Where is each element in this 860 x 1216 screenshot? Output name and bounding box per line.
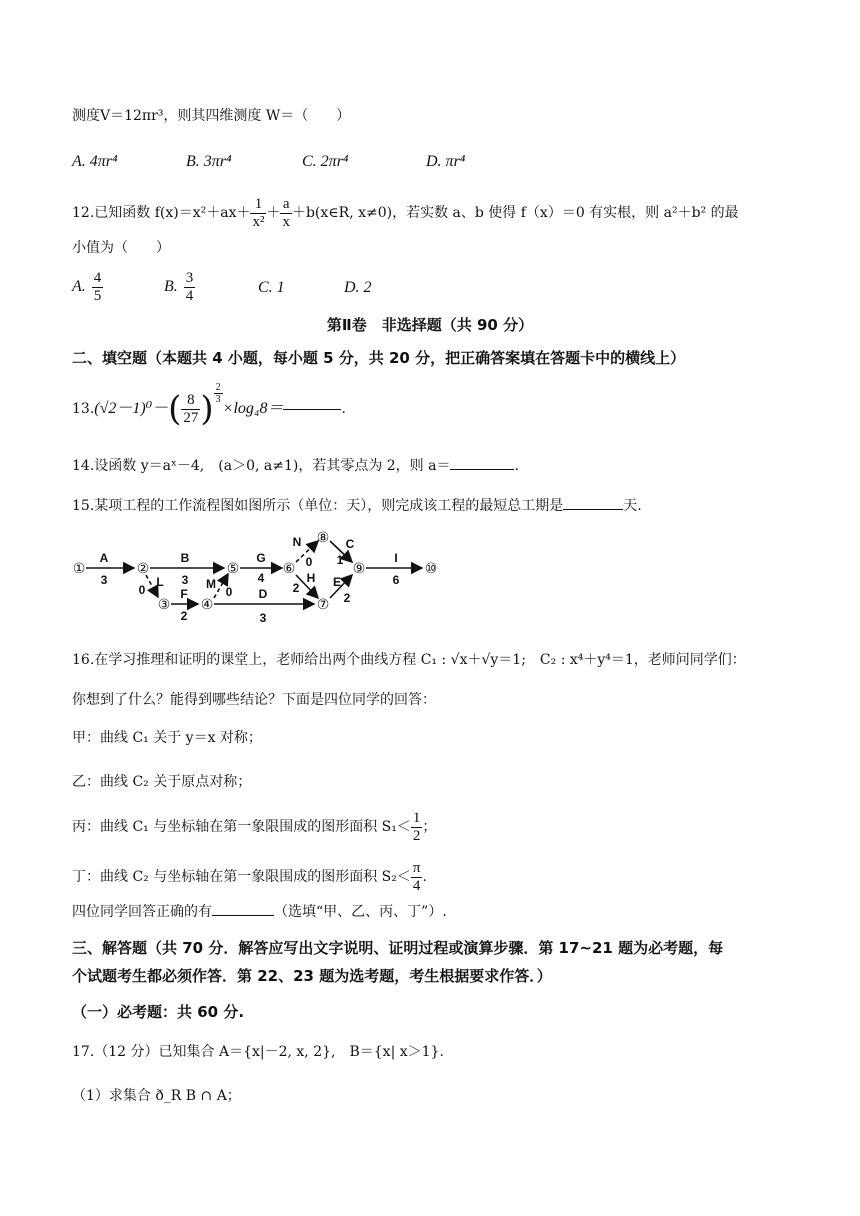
edge-d-label: D (258, 587, 268, 601)
section2-title: 二、填空题（本题共 4 小题，每小题 5 分，共 20 分，把正确答案填在答题卡中的横线上） (72, 349, 686, 367)
edge-e-label: E (332, 575, 342, 589)
q13-expression: 13. (√2－1)⁰－ ( $\frac{8}{27}$ ) $\frac{2}{3}$ ×log₄8＝ . (72, 382, 346, 429)
edge-a-days: 3 (100, 573, 108, 587)
edge-i-label: I (394, 551, 398, 565)
edge-i-days: 6 (392, 573, 400, 587)
node-4: ④ (200, 596, 214, 612)
q11-option-d: D. πr⁴ (426, 153, 466, 170)
part2-title: 第Ⅱ卷 非选择题（共 90 分） (326, 316, 534, 334)
q14-answer-blank[interactable] (450, 469, 514, 470)
section3-title-line2: 个试题考生都必须作答．第 22、23 题为选考题，考生根据要求作答．） (72, 967, 552, 985)
q17-part1: （1）求集合 ð_R B ∩ A； (72, 1088, 241, 1104)
q12-option-c: C. 1 (258, 279, 285, 296)
node-3: ③ (157, 596, 171, 612)
q13-exponent: $\frac{2}{3}$ (215, 382, 221, 405)
edge-d-days: 3 (259, 611, 267, 625)
edge-n-label: N (292, 535, 302, 549)
q16-answer-jia: 甲：曲线 C₁ 关于 y＝x 对称； (72, 730, 262, 746)
q12-stem-start: 12.已知函数 f(x)＝x²＋ax＋ (72, 205, 251, 221)
node-8: ⑧ (316, 529, 330, 545)
edge-m-label: M (206, 577, 216, 591)
node-5: ⑤ (226, 560, 240, 576)
node-6: ⑥ (282, 560, 296, 576)
edge-f-label: F (180, 587, 188, 601)
node-9: ⑨ (352, 560, 366, 576)
edge-n-days: 0 (305, 555, 313, 569)
q12-option-a: A. $\frac{4}{5}$ (72, 269, 102, 304)
section3-title-line1: 三、解答题（共 70 分．解答应写出文字说明、证明过程或演算步骤．第 17~21 题为必考题，每 (72, 939, 724, 957)
edge-g-label: G (256, 551, 266, 565)
edge-l-days: 0 (138, 583, 146, 597)
q16-question: 四位同学回答正确的有 （选填“甲、乙、丙、丁”）. (72, 904, 447, 920)
q12-option-d: D. 2 (344, 279, 372, 296)
node-10: ⑩ (424, 560, 438, 576)
q16-stem-line1: 16.在学习推理和证明的课堂上，老师给出两个曲线方程 C₁ : √x＋√y＝1; C₂ : x⁴＋y⁴＝1，老师问同学们： (72, 652, 746, 668)
q17-stem: 17.（12 分）已知集合 A＝{x|－2, x, 2}, B＝{x| x＞1}. (72, 1044, 444, 1060)
q16-answer-bing: 丙：曲线 C₁ 与坐标轴在第一象限围成的图形面积 S₁＜ $\frac{1}{2}$ ； (72, 809, 437, 844)
q16-answer-blank[interactable] (212, 915, 274, 916)
q15-stem: 15.某项工程的工作流程图如图所示（单位：天），则完成该工程的最短总工期是 天. (72, 498, 642, 514)
q16-answer-ding: 丁：曲线 C₂ 与坐标轴在第一象限围成的图形面积 S₂＜ $\frac{\pi}{4}$ . (72, 859, 427, 894)
edge-c-days: 1 (336, 553, 344, 567)
edge-f-days: 2 (180, 609, 188, 623)
edge-h-days: 2 (292, 581, 300, 595)
section3-subtitle: （一）必考题：共 60 分. (72, 1003, 245, 1021)
q12-fraction-1: $\frac{1}{\text{x²}}$ (252, 195, 265, 230)
q12-stem-line2: 小值为（ ） (72, 240, 170, 256)
q11-option-c: C. 2πr⁴ (302, 153, 349, 170)
edge-e-days: 2 (343, 591, 351, 605)
node-7: ⑦ (316, 596, 330, 612)
q12-stem-tail: ＋b(x∈R, x≠0)，若实数 a、b 使得 f（x）＝0 有实根，则 a²＋b² 的最 (291, 205, 739, 221)
q12-stem: 12.已知函数 f(x)＝x²＋ax＋ $\frac{1}{\text{x²}}$ ＋ $\frac{a}{x}$ ＋b(x∈R, x≠0)，若实数 a、b 使得 f（x）＝0 有实根，则 a²＋b² 的最 (72, 195, 739, 230)
q13-answer-blank[interactable] (283, 409, 341, 410)
edge-b-label: B (180, 551, 190, 565)
edge-b-days: 3 (181, 573, 189, 587)
edge-g-days: 4 (257, 571, 265, 585)
node-1: ① (72, 560, 86, 576)
workflow-diagram (60, 524, 460, 634)
edge-c-label: C (345, 537, 355, 551)
q11-stem-tail: 测度V＝12πr³，则其四维测度 W＝（ ） (72, 108, 351, 124)
q12-option-b: B. $\frac{3}{4}$ (164, 269, 194, 304)
q16-stem-line2: 你想到了什么？能得到哪些结论？下面是四位同学的回答： (72, 692, 436, 708)
q12-fraction-2: $\frac{a}{x}$ (282, 195, 290, 230)
edge-m-days: 0 (225, 585, 233, 599)
q14-stem: 14.设函数 y＝aˣ－4, (a＞0, a≠1)，若其零点为 2，则 a＝ . (72, 458, 519, 474)
q11-option-b: B. 3πr⁴ (186, 153, 232, 170)
q16-answer-yi: 乙：曲线 C₂ 关于原点对称； (72, 774, 252, 790)
q11-option-a: A. 4πr⁴ (72, 153, 118, 170)
q15-answer-blank[interactable] (563, 509, 623, 510)
edge-h-label: H (306, 571, 316, 585)
edge-l-label: L (156, 575, 164, 589)
q13-fraction: $\frac{8}{27}$ (183, 391, 199, 426)
node-2: ② (136, 560, 150, 576)
edge-a-label: A (99, 551, 109, 565)
